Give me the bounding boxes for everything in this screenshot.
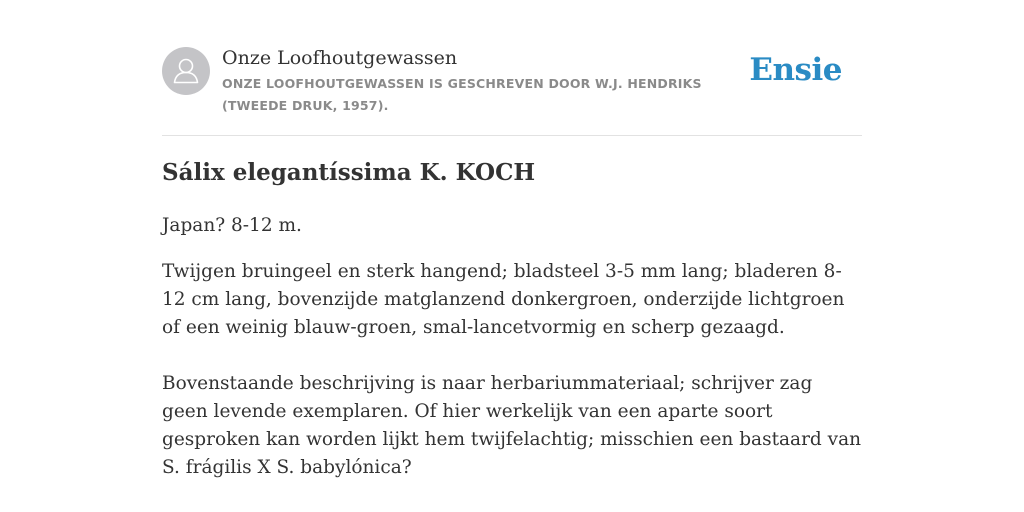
article: [162, 156, 862, 482]
source-header: [162, 44, 862, 136]
article-paragraph: Twijgen bruingeel en sterk hangend; bladsteel 3-5 mm lang; bladeren 8-12 cm lang, bovenzijde matglanzend donkergroen, onderzijde lichtgroen of een weinig blauw-groen, smal-lancetvormig en scherp gezaagd.: [162, 261, 845, 338]
user-avatar-icon[interactable]: [162, 47, 210, 95]
source-title[interactable]: Onze Loofhoutgewassen: [222, 47, 458, 69]
source-description: ONZE LOOFHOUTGEWASSEN IS GESCHREVEN DOOR W.J. HENDRIKS (TWEEDE DRUK, 1957).: [222, 76, 702, 113]
brand-logo[interactable]: Ensie: [749, 52, 842, 88]
article-paragraph: Japan? 8-12 m.: [162, 215, 302, 236]
article-paragraph: Bovenstaande beschrijving is naar herbariummateriaal; schrijver zag geen levende exemplaren. Of hier werkelijk van een aparte soort gesproken kan worden lijkt hem twijfelachtig; misschien een bastaard van S. frágilis X S. babylónica?: [162, 373, 862, 478]
article-title: Sálix elegantíssima K. KOCH: [162, 159, 536, 186]
